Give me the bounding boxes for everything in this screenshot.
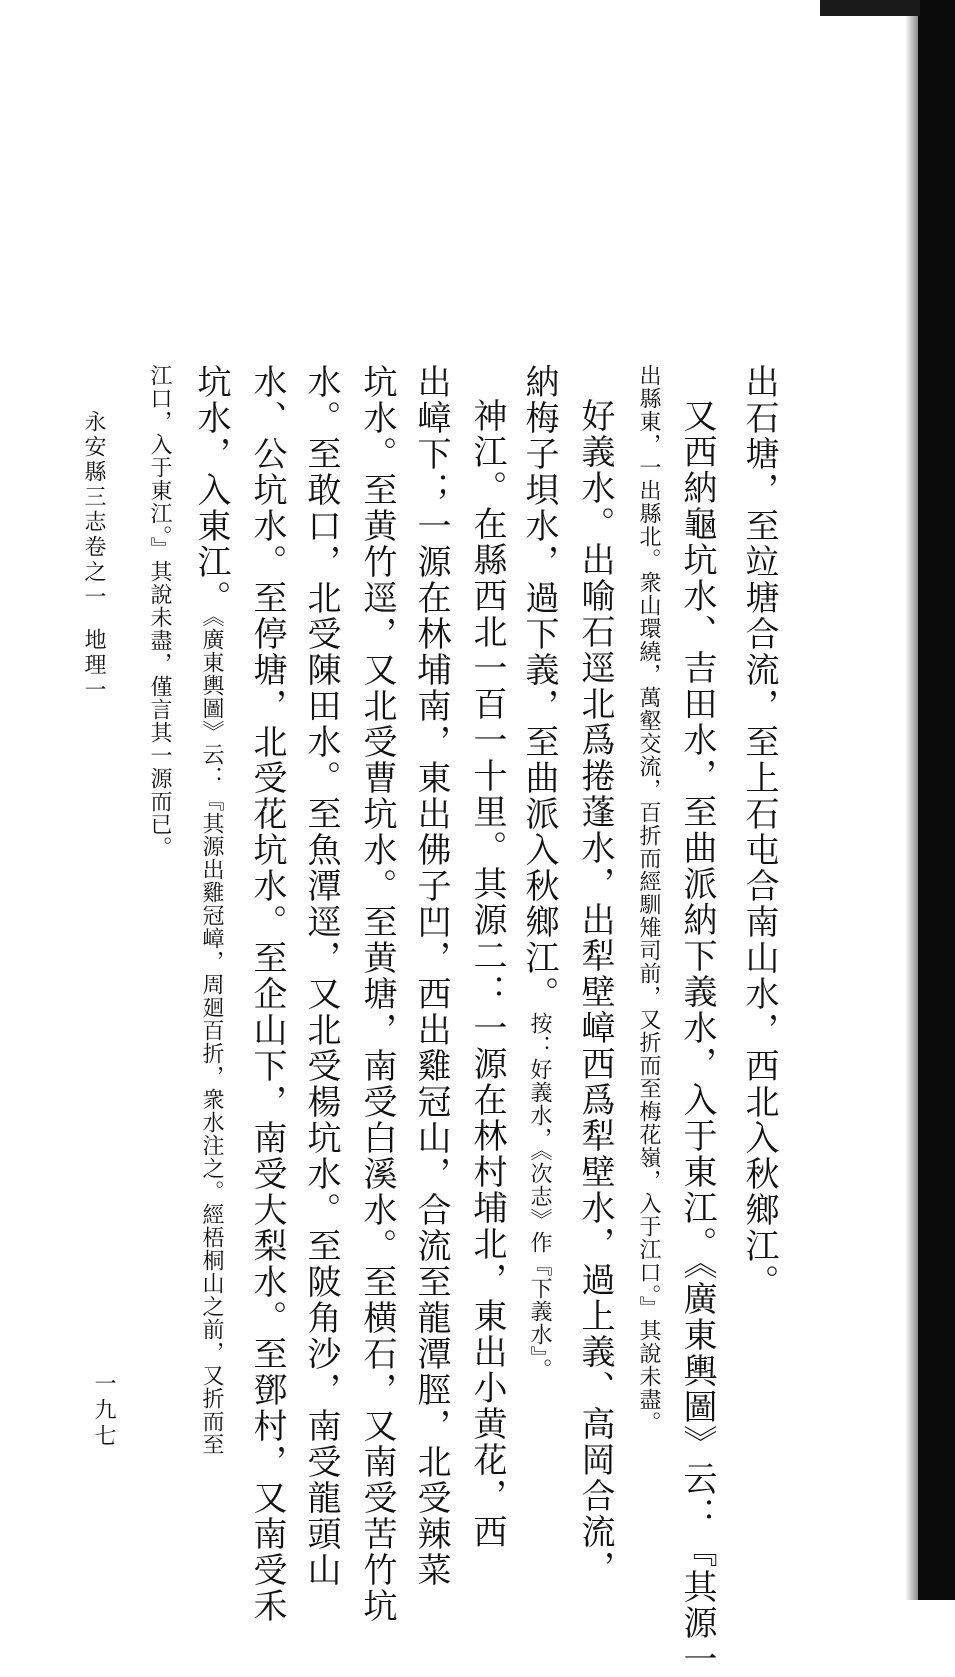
text-column-5-main: 納梅子垻水，過下義，至曲派入秋鄉江。 (519, 364, 559, 1012)
text-column-8: 坑水。至黄竹逕，又北受曹坑水。至黄塘，南受白溪水。至横石，又南受苦竹坑 (357, 364, 397, 1624)
page-number: 一九七 (91, 1372, 116, 1450)
text-column-11-note: 《廣東輿圖》云：『其源出雞冠嶂，周廻百折，衆水注之。經梧桐山之前，又折而至 (199, 616, 224, 1456)
text-column-1: 出石塘，至竝塘合流，至上石屯合南山水，西北入秋鄉江。 (739, 364, 779, 1300)
text-column-11 (191, 364, 231, 1456)
section-title: 地理一 (81, 628, 106, 703)
book-title: 永安縣三志卷之一 (81, 410, 106, 610)
note-column-3: 出縣東，一出縣北。衆山環繞，萬壑交流，百折而經馴雉司前，又折而至梅花嶺，入于江口。』其說未盡。 (636, 364, 661, 1434)
text-column-5 (519, 364, 559, 1381)
text-column-2: 又西納龜坑水、吉田水，至曲派納下義水，入于東江。《廣東輿圖》云：『其源一 (677, 398, 717, 1677)
text-column-5-note: 按：好義水，《次志》作『下義水』。 (527, 1012, 552, 1381)
text-column-9: 水。至敢口，北受陳田水。至魚潭逕，又北受楊坑水。至陂角沙，南受龍頭山 (301, 364, 341, 1588)
running-footer (78, 410, 109, 703)
text-column-11-main: 坑水，入東江。 (191, 364, 231, 616)
text-column-7: 出嶂下；一源在林埔南，東出佛子凹，西出雞冠山，合流至龍潭脛，北受辣菜 (411, 364, 451, 1588)
text-column-6: 神江。在縣西北一百一十里。其源二：一源在林村埔北，東出小黄花，西 (467, 398, 507, 1550)
text-column-4: 好義水。出喻石逕北爲捲蓬水，出犁壁嶂西爲犁壁水，過上義、高岡合流， (575, 398, 615, 1586)
note-column-12: 江口，入于東江。』其說未盡，僅言其一源而已。 (147, 364, 172, 859)
text-column-10: 水、公坑水。至停塘，北受花坑水。至企山下，南受大梨水。至鄧村，又南受禾 (247, 364, 287, 1624)
